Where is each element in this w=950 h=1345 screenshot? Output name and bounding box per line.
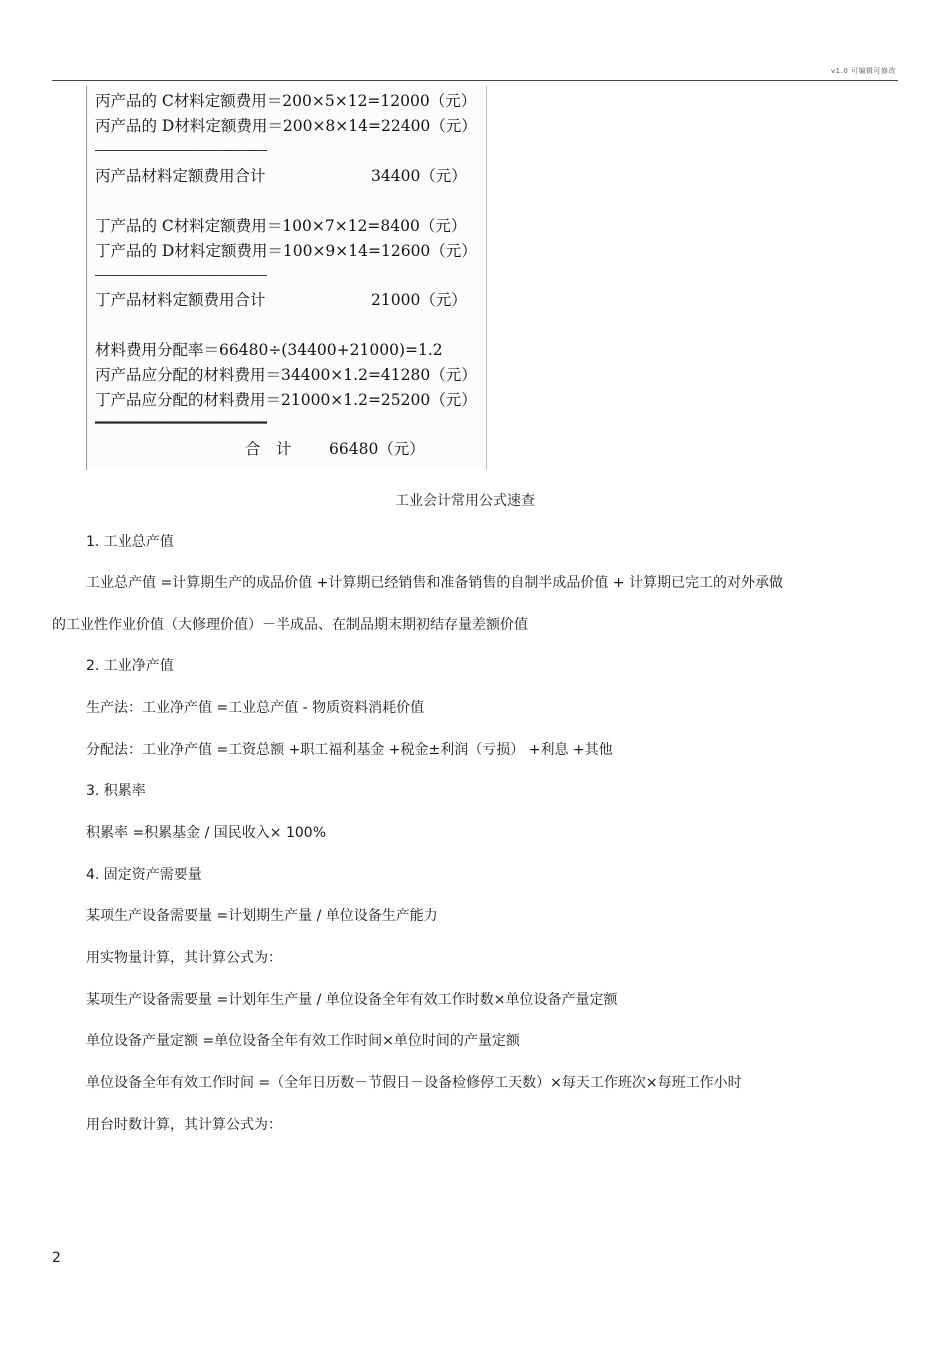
total-amount: 66480（元） <box>329 440 425 458</box>
document-title: 工业会计常用公式速查 <box>395 493 535 509</box>
section-heading: 3. 积累率 <box>86 783 146 799</box>
subtotal-label: 丁产品材料定额费用合计 <box>95 291 266 309</box>
section-heading: 1. 工业总产值 <box>86 534 174 550</box>
calc-line: 材料费用分配率＝66480÷(34400+21000)=1.2 <box>95 341 443 359</box>
separator-line-thick: ━━━━━━━━━━━━━━━━━━━━━━ <box>95 419 268 429</box>
text-paragraph: 用台时数计算，其计算公式为： <box>86 1117 282 1133</box>
formula-paragraph: 某项生产设备需要量 =计划期生产量 / 单位设备生产能力 <box>86 908 438 924</box>
formula-paragraph: 积累率 =积累基金 / 国民收入× 100% <box>86 825 327 841</box>
calc-line: 丁产品应分配的材料费用＝21000×1.2=25200（元） <box>95 391 477 409</box>
header-version: v1.0 可编辑可修改 <box>831 67 896 75</box>
calc-line: 丙产品的 C材料定额费用＝200×5×12=12000（元） <box>95 92 477 110</box>
subtotal-label: 丙产品材料定额费用合计 <box>95 167 266 185</box>
calc-line: 丙产品应分配的材料费用＝34400×1.2=41280（元） <box>95 366 477 384</box>
section-heading: 4. 固定资产需要量 <box>86 867 202 883</box>
section-heading: 2. 工业净产值 <box>86 658 174 674</box>
page-number: 2 <box>52 1250 61 1266</box>
separator-line: —————————————————————— <box>95 146 268 156</box>
total-label: 合 计 <box>245 440 292 458</box>
header-rule <box>52 80 898 81</box>
calc-line: 丁产品的 D材料定额费用＝100×9×14=12600（元） <box>95 242 477 260</box>
calc-line: 丙产品的 D材料定额费用＝200×8×14=22400（元） <box>95 117 477 135</box>
formula-paragraph-continued: 的工业性作业价值（大修理价值）－半成品、在制品期末期初结存量差额价值 <box>52 617 528 633</box>
formula-paragraph: 分配法：工业净产值 =工资总额 +职工福利基金 +税金±利润（亏损） +利息 +其他 <box>86 742 613 758</box>
scanned-calculation-image <box>86 86 487 470</box>
formula-paragraph: 单位设备产量定额 =单位设备全年有效工作时间×单位时间的产量定额 <box>86 1033 520 1049</box>
calc-line: 丁产品的 C材料定额费用＝100×7×12=8400（元） <box>95 217 467 235</box>
text-paragraph: 用实物量计算，其计算公式为： <box>86 950 282 966</box>
separator-line: —————————————————————— <box>95 271 268 281</box>
subtotal-amount: 34400（元） <box>371 167 467 185</box>
formula-paragraph: 单位设备全年有效工作时间 =（全年日历数－节假日－设备检修停工天数）×每天工作班次×每班工作小时 <box>86 1075 742 1091</box>
formula-paragraph: 工业总产值 =计算期生产的成品价值 +计算期已经销售和准备销售的自制半成品价值 + 计算期已完工的对外承做 <box>86 575 783 591</box>
formula-paragraph: 生产法：工业净产值 =工业总产值 - 物质资料消耗价值 <box>86 700 425 716</box>
subtotal-amount: 21000（元） <box>371 291 467 309</box>
formula-paragraph: 某项生产设备需要量 =计划年生产量 / 单位设备全年有效工作时数×单位设备产量定额 <box>86 992 618 1008</box>
